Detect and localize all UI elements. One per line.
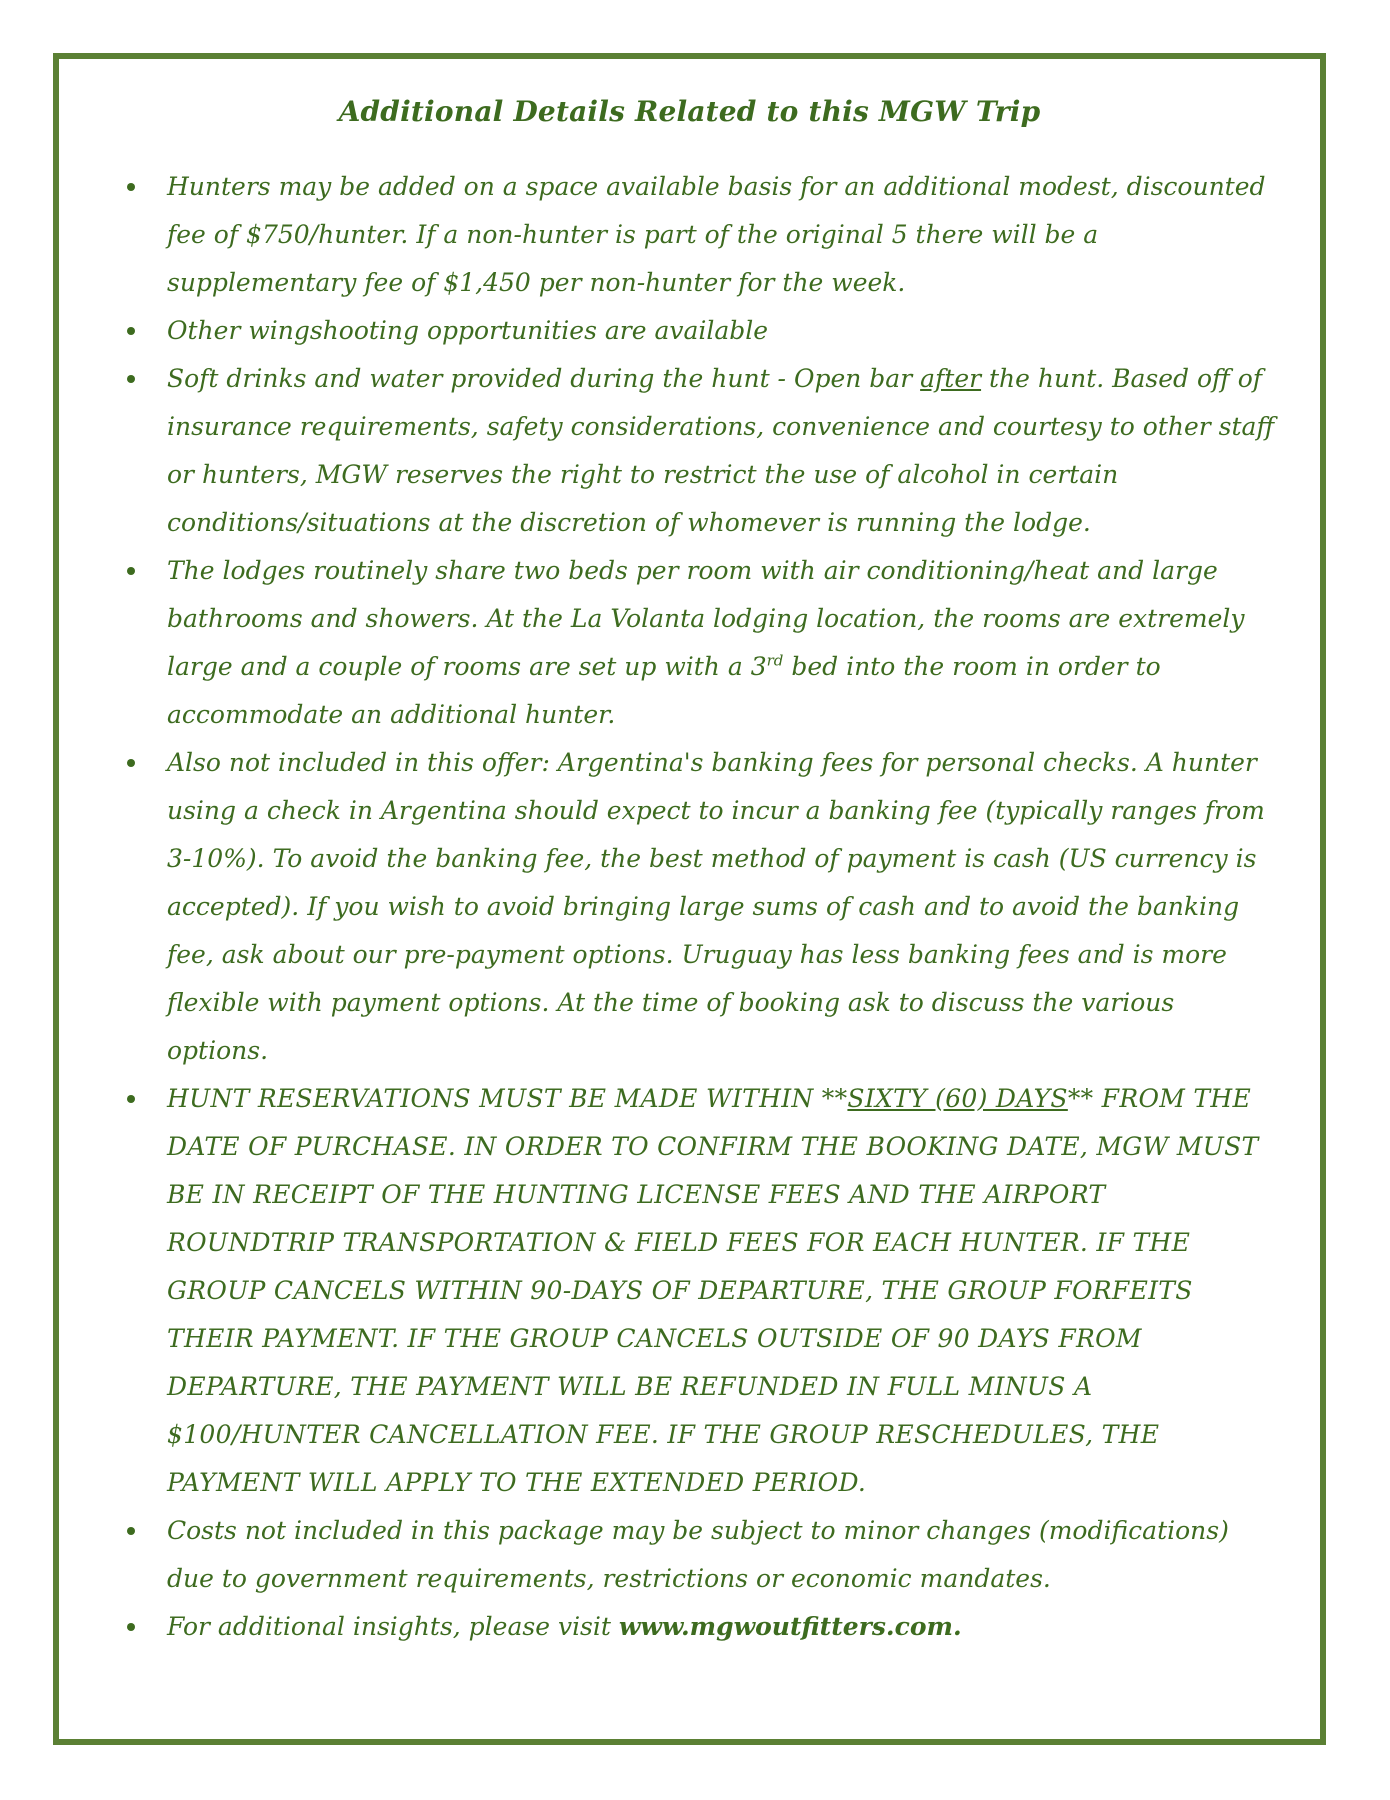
- list-item-text-before: HUNT RESERVATIONS MUST BE MADE WITHIN **: [167, 1084, 848, 1113]
- list-item-costs: [127, 1507, 1277, 1603]
- list-item-text-after: the hunt. Based off of insurance requirements, safety considerations, convenience and courtesy to other staff or hunters, MGW reserves the right to restrict the use of alcohol in certain conditions/situations at the discretion of whomever is running the lodge.: [167, 364, 1275, 537]
- bullet-icon: [127, 567, 135, 575]
- list-item-lodges: [127, 547, 1277, 739]
- list-item-underlined: after: [920, 364, 982, 393]
- list-item-text: Other wingshooting opportunities are available: [167, 316, 769, 345]
- list-item-text: Also not included in this offer: Argentina's banking fees for personal checks. A hunter using a check in Argentina should expect to incur a banking fee (typically ranges from 3-10%). To avoid the banking fee, the best method of payment is cash (US currency is accepted). If you wish to avoid bringing large sums of cash and to avoid the banking fee, ask about our pre-payment options. Uruguay has less banking fees and is more flexible with payment options. At the time of booking ask to discuss the various options.: [167, 748, 1265, 1065]
- bullet-icon: [127, 1623, 135, 1631]
- bullet-icon: [127, 327, 135, 335]
- list-item-text-before: For additional insights, please visit: [167, 1612, 619, 1641]
- list-item-superscript: rd: [766, 651, 784, 670]
- list-item-website: [127, 1603, 1277, 1651]
- list-item-text-before: The lodges routinely share two beds per room with air conditioning/heat and large bathrooms and showers. At the La Volanta lodging location, the rooms are extremely large and a couple of rooms are set up with a 3: [167, 556, 1245, 681]
- website-link[interactable]: www.mgwoutfitters.com.: [618, 1612, 962, 1641]
- bullet-icon: [127, 1527, 135, 1535]
- list-item-underlined: SIXTY (60) DAYS: [847, 1084, 1068, 1113]
- bullet-icon: [127, 759, 135, 767]
- details-list: [127, 163, 1277, 1651]
- list-item-reservations: [127, 1075, 1277, 1507]
- bullet-icon: [127, 1095, 135, 1103]
- page-border-frame: [53, 53, 1326, 1745]
- list-item-text-after: ** FROM THE DATE OF PURCHASE. IN ORDER TO CONFIRM THE BOOKING DATE, MGW MUST BE IN RECEIPT OF THE HUNTING LICENSE FEES AND THE AIRPORT ROUNDTRIP TRANSPORTATION & FIELD FEES FOR EACH HUNTER. IF THE GROUP CANCELS WITHIN 90-DAYS OF DEPARTURE, THE GROUP FORFEITS THEIR PAYMENT. IF THE GROUP CANCELS OUTSIDE OF 90 DAYS FROM DEPARTURE, THE PAYMENT WILL BE REFUNDED IN FULL MINUS A $100/HUNTER CANCELLATION FEE. IF THE GROUP RESCHEDULES, THE PAYMENT WILL APPLY TO THE EXTENDED PERIOD.: [167, 1084, 1259, 1497]
- bullet-icon: [127, 375, 135, 383]
- list-item-drinks: [127, 355, 1277, 547]
- list-item-extra-hunters: [127, 163, 1277, 307]
- page-title: Additional Details Related to this MGW Trip: [338, 95, 1041, 128]
- list-item-banking-fees: [127, 739, 1277, 1075]
- list-item-wingshooting: [127, 307, 1277, 355]
- list-item-text: Hunters may be added on a space available basis for an additional modest, discounted fee of $750/hunter. If a non-hunter is part of the original 5 there will be a supplementary fee of $1,450 per non-hunter for the week.: [167, 172, 1266, 297]
- list-item-text-after: bed into the room in order to accommodate an additional hunter.: [167, 652, 1161, 729]
- list-item-text: Costs not included in this package may be subject to minor changes (modifications) due to government requirements, restrictions or economic mandates.: [167, 1516, 1229, 1593]
- bullet-icon: [127, 183, 135, 191]
- list-item-text-before: Soft drinks and water provided during the hunt - Open bar: [167, 364, 921, 393]
